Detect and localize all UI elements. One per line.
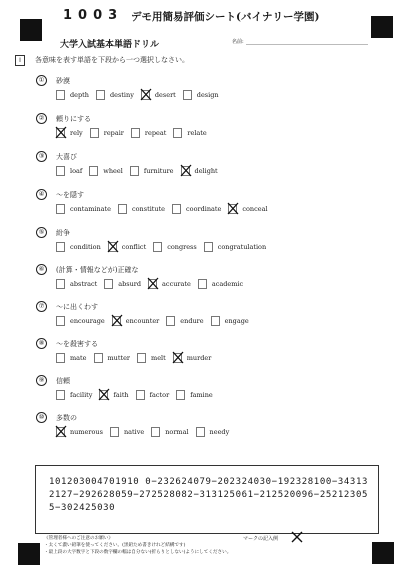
choice-label: absurd [118,280,142,288]
choice-option[interactable] [196,427,230,437]
choice-label: academic [211,280,244,288]
checkbox[interactable] [104,279,113,289]
checkbox[interactable] [153,242,162,252]
choice-label: facility [70,391,93,399]
name-field-line[interactable] [246,44,368,45]
choice-label: desert [154,91,176,99]
choice-option[interactable] [130,166,174,176]
choice-label: famine [190,391,213,399]
x-mark-icon [107,240,119,253]
choice-option[interactable] [56,390,92,400]
choice-option[interactable] [94,353,131,363]
choice-option[interactable] [172,204,221,214]
question-prompt: 〜を殺害する [56,340,98,348]
choice-row [56,128,207,138]
question-number: ④ [36,189,47,200]
checkbox[interactable] [204,242,213,252]
check-mark-example-icon [291,531,303,543]
choice-row [56,242,266,252]
mark-example-label: マークの記入例 [243,536,279,542]
question-prompt: 〜を隠す [56,191,84,199]
choice-option[interactable] [56,353,87,363]
choice-label: delight [194,167,218,175]
question-number: ⑧ [36,338,47,349]
notes-line-2: ・最上段の大字数字と下段の数字欄の幅は自分ない(折らりとしない)ようにしてください。 [44,550,232,555]
question-prompt: 紛争 [56,229,70,237]
question-item [0,338,414,376]
question-item [0,264,414,302]
checkbox[interactable] [173,128,182,138]
choice-option[interactable] [56,166,82,176]
choice-option[interactable] [148,279,191,289]
choice-label: abstract [70,280,98,288]
choice-label: constitute [132,205,166,213]
checkbox[interactable] [56,390,65,400]
x-mark-icon [98,388,110,401]
choice-row [56,353,211,363]
question-item [0,151,414,189]
name-label: 名前: [232,39,244,45]
checkbox-marked[interactable] [173,353,182,363]
choice-label: loaf [70,167,83,175]
checkbox[interactable] [151,427,160,437]
choice-label: contaminate [70,205,111,213]
question-prompt: 信頼 [56,377,70,385]
question-prompt: 砂漠 [56,77,70,85]
checkbox-marked[interactable] [148,279,157,289]
choice-option[interactable] [56,427,103,437]
choice-label: numerous [70,428,103,436]
checkbox[interactable] [183,90,192,100]
checkbox[interactable] [89,166,98,176]
question-item [0,75,414,113]
question-prompt: 頼りにする [56,115,91,123]
checkbox[interactable] [56,316,65,326]
question-prompt: 〜に出くわす [56,303,98,311]
choice-label: encourage [70,317,105,325]
question-item [0,375,414,413]
choice-option[interactable] [198,279,243,289]
choice-row [56,204,268,214]
choice-label: murder [186,354,212,362]
choice-row [56,90,219,100]
choice-label: needy [209,428,230,436]
answer-code-box [35,465,379,534]
checkbox[interactable] [56,279,65,289]
registration-mark-bottom-right [372,542,394,564]
choice-option[interactable] [176,390,213,400]
checkbox-marked[interactable] [56,128,65,138]
choice-label: rely [70,129,83,137]
choice-option[interactable] [181,166,218,176]
checkbox-marked[interactable] [108,242,117,252]
instruction-notes [44,535,231,556]
choice-option[interactable] [56,90,89,100]
choice-label: melt [151,354,166,362]
question-item [0,113,414,151]
choice-option[interactable] [173,353,212,363]
choice-option[interactable] [89,166,123,176]
checkbox[interactable] [172,204,181,214]
choice-option[interactable] [183,90,219,100]
section-instruction: 各意味を表す単語を下段から一つ選択しなさい。 [35,56,189,64]
choice-label: faith [113,391,129,399]
choice-row [56,166,218,176]
choice-option[interactable] [204,242,266,252]
checkbox[interactable] [130,166,139,176]
checkbox[interactable] [118,204,127,214]
choice-option[interactable] [153,242,197,252]
notes-line-1: ・太くて濃い鉛筆を使ってください。(黒鉛ため書きけれど結構です) [44,543,186,548]
sheet-number: 1003 [63,8,124,23]
choice-label: encounter [125,317,160,325]
choice-label: repair [103,129,124,137]
choice-option[interactable] [141,90,176,100]
choice-option[interactable] [118,204,165,214]
choice-option[interactable] [137,353,166,363]
checkbox[interactable] [56,353,65,363]
checkbox[interactable] [198,279,207,289]
checkbox[interactable] [56,166,65,176]
checkbox[interactable] [56,242,65,252]
sheet-title: デモ用簡易評価シート(バイナリー学園) [131,11,320,23]
choice-label: conflict [121,243,147,251]
question-item [0,412,414,450]
choice-label: endure [180,317,204,325]
choice-option[interactable] [104,279,141,289]
choice-option[interactable] [112,316,160,326]
x-mark-icon [227,202,239,215]
x-mark-icon [172,351,184,364]
drill-title: 大学入試基本単語ドリル [60,40,160,50]
question-item [0,189,414,227]
choice-option[interactable] [90,128,124,138]
choice-label: furniture [143,167,174,175]
x-mark-icon [111,314,123,327]
choice-row [56,427,229,437]
choice-option[interactable] [110,427,144,437]
choice-row [56,390,213,400]
choice-option[interactable] [151,427,188,437]
checkbox[interactable] [166,316,175,326]
checkbox[interactable] [131,128,140,138]
question-number: ⑥ [36,264,47,275]
checkbox[interactable] [136,390,145,400]
x-mark-icon [140,88,152,101]
question-number: ⑦ [36,301,47,312]
checkbox[interactable] [94,353,103,363]
choice-option[interactable] [173,128,206,138]
choice-label: mate [70,354,87,362]
checkbox[interactable] [56,90,65,100]
choice-label: conceal [242,205,268,213]
choice-label: native [123,428,145,436]
choice-label: wheel [103,167,123,175]
x-mark-icon [147,277,159,290]
choice-label: factor [149,391,170,399]
question-number: ⑨ [36,375,47,386]
choice-option[interactable] [166,316,203,326]
x-mark-icon [180,164,192,177]
x-mark-icon [55,425,67,438]
question-prompt: 大喜び [56,153,77,161]
answer-code: 101203004701910 0−232624079−202324030−192328100−343132127−292628059−272528082−313125061−212520096−252123055−302425030 [49,477,368,513]
question-item [0,301,414,339]
checkbox-marked[interactable] [181,166,190,176]
question-item [0,227,414,265]
choice-option[interactable] [228,204,267,214]
x-mark-icon [55,126,67,139]
checkbox-marked[interactable] [141,90,150,100]
choice-label: condition [70,243,101,251]
choice-option[interactable] [136,390,170,400]
checkbox-marked[interactable] [56,427,65,437]
choice-option[interactable] [211,316,249,326]
choice-label: congratulation [217,243,267,251]
question-number: ③ [36,151,47,162]
choice-option[interactable] [96,90,134,100]
checkbox[interactable] [110,427,119,437]
registration-mark-top-left [20,19,42,41]
checkbox-marked[interactable] [112,316,121,326]
question-number: ① [36,75,47,86]
choice-label: relate [187,129,207,137]
section-number: I [15,55,25,66]
choice-label: depth [70,91,89,99]
question-prompt: 多数の [56,414,77,422]
choice-option[interactable] [108,242,146,252]
choice-label: engage [224,317,249,325]
choice-label: design [196,91,219,99]
checkbox[interactable] [96,90,105,100]
choice-label: normal [165,428,189,436]
checkbox-marked[interactable] [99,390,108,400]
checkbox[interactable] [176,390,185,400]
checkbox[interactable] [90,128,99,138]
question-number: ⑤ [36,227,47,238]
choice-option[interactable] [99,390,128,400]
choice-option[interactable] [56,128,83,138]
notes-heading: 《管理者様へのご注意のお願い》 [44,536,113,541]
checkbox[interactable] [196,427,205,437]
choice-row [56,279,243,289]
registration-mark-bottom-left [18,543,40,565]
choice-label: destiny [109,91,134,99]
choice-row [56,316,249,326]
checkbox-marked[interactable] [228,204,237,214]
choice-label: accurate [162,280,191,288]
checkbox[interactable] [137,353,146,363]
question-prompt: (計算・情報などが)正確な [56,266,139,274]
choice-label: congress [167,243,197,251]
choice-option[interactable] [56,242,101,252]
choice-option[interactable] [56,204,111,214]
checkbox[interactable] [211,316,220,326]
question-number: ⑩ [36,412,47,423]
question-number: ② [36,113,47,124]
choice-label: coordinate [186,205,222,213]
choice-option[interactable] [56,279,97,289]
registration-mark-top-right [371,16,393,38]
choice-label: mutter [107,354,131,362]
choice-option[interactable] [56,316,105,326]
choice-label: repeat [144,129,167,137]
checkbox[interactable] [56,204,65,214]
choice-option[interactable] [131,128,166,138]
